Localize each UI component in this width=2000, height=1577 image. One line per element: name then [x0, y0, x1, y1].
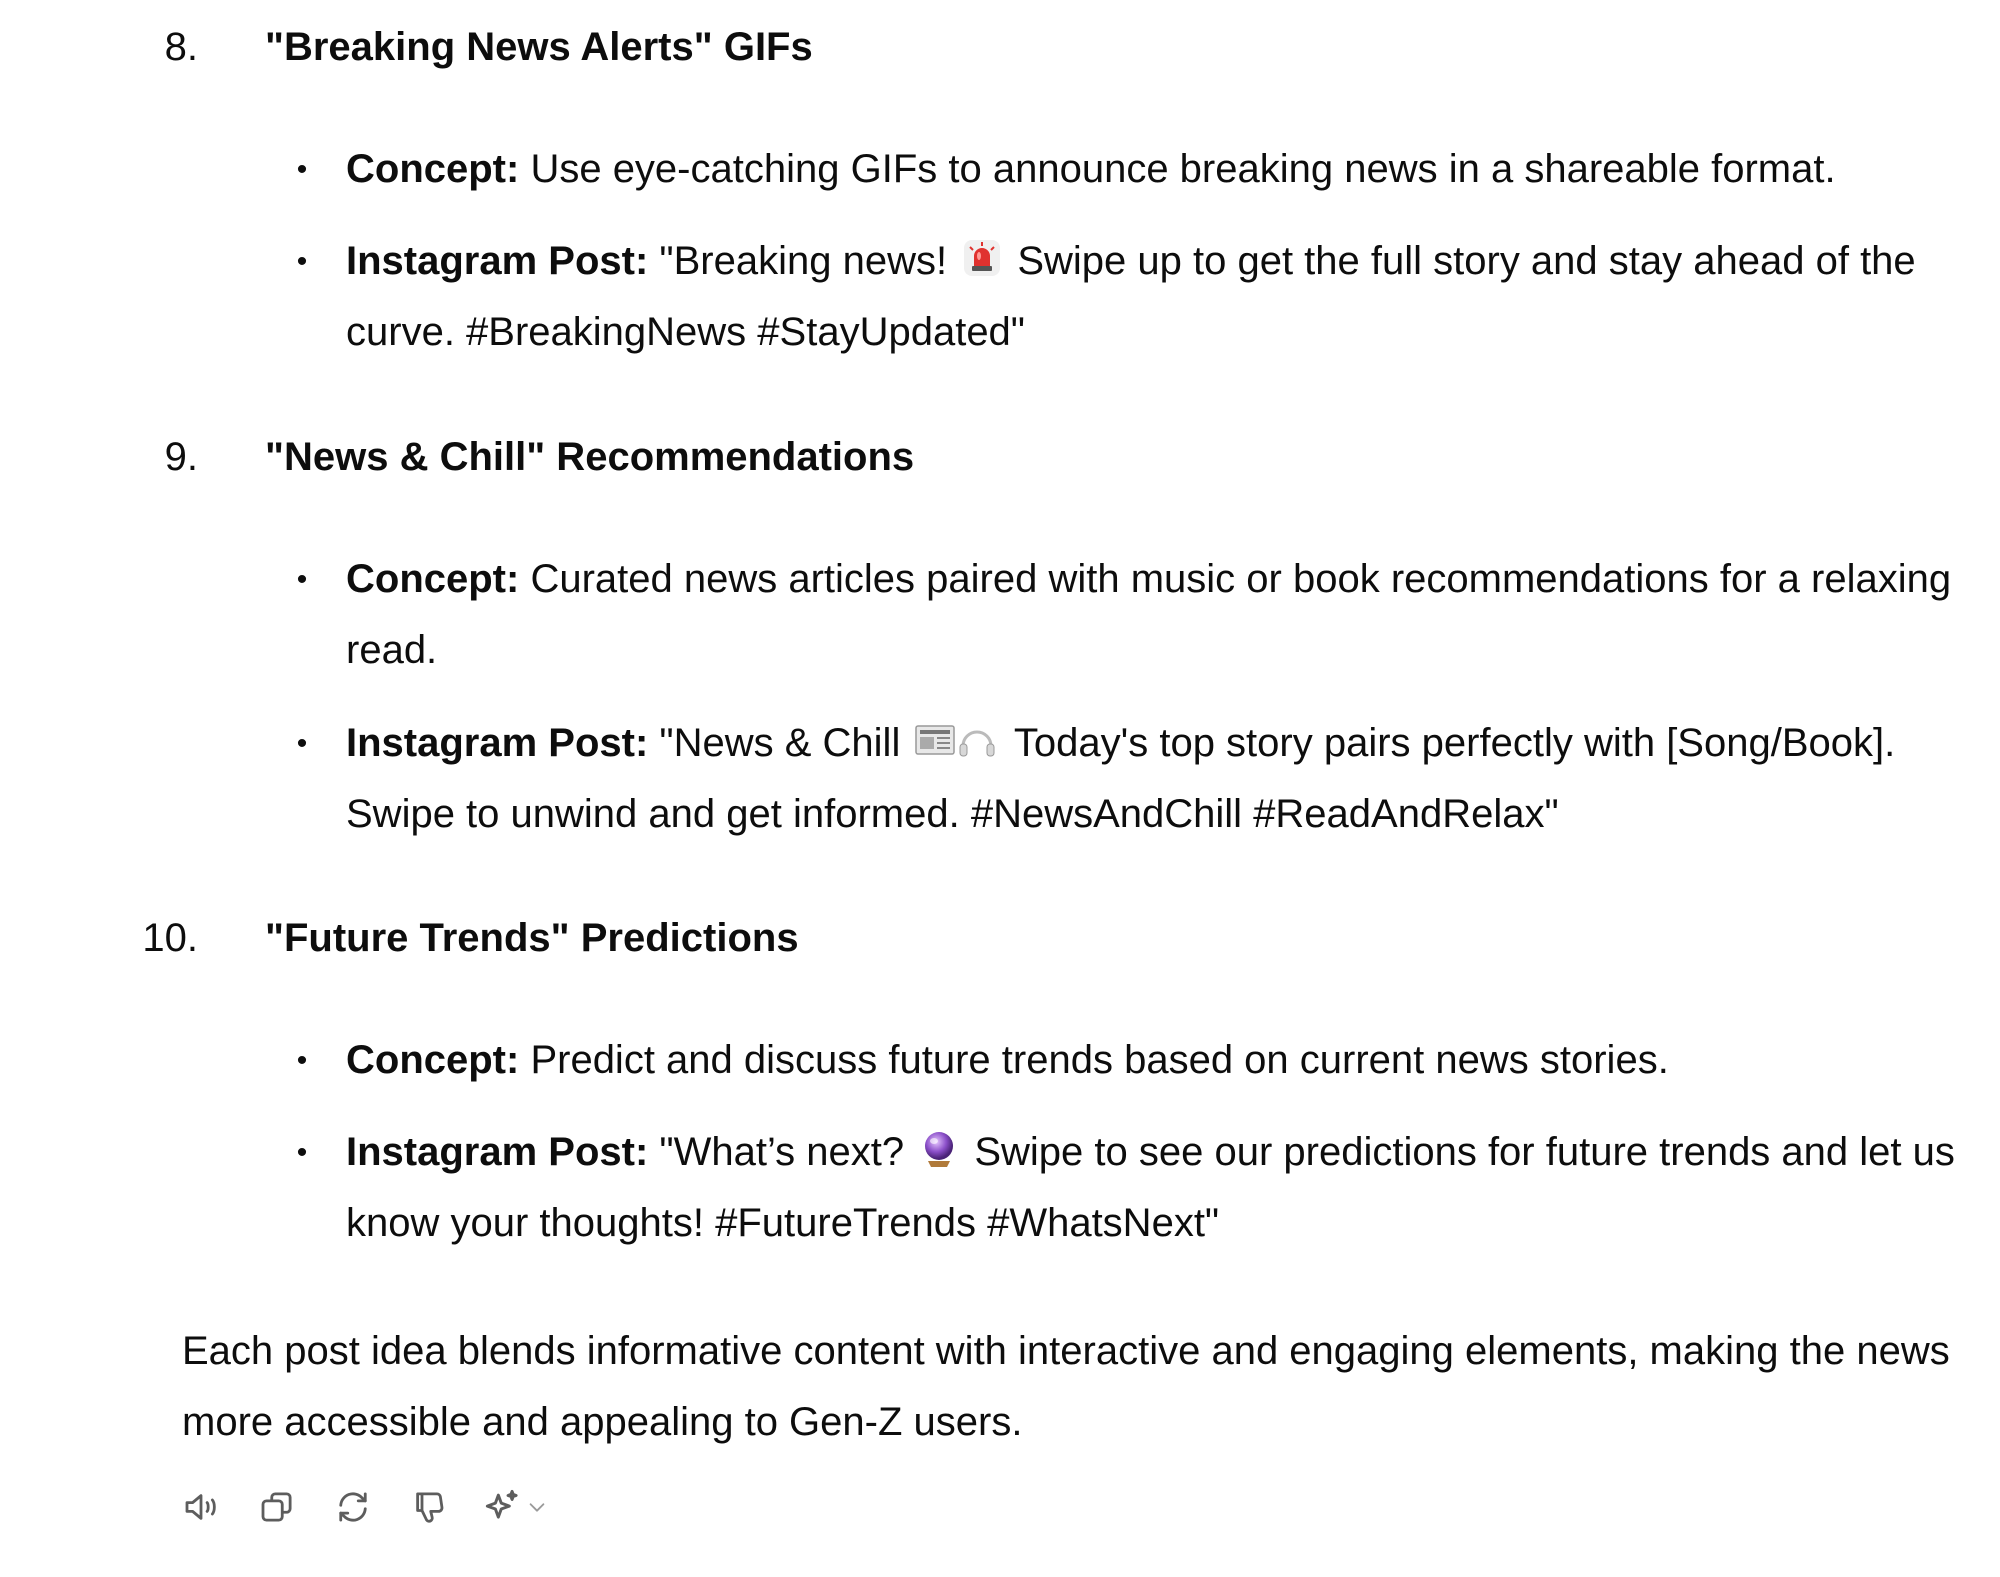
bullet-dot: •	[296, 153, 308, 186]
post-text: "Breaking news!	[648, 239, 959, 283]
chevron-down-icon	[526, 1496, 548, 1518]
post-label: Instagram Post:	[346, 239, 649, 283]
summary-paragraph: Each post idea blends informative content with interactive and engaging elements, making the news more accessible and appealing to Gen-Z users.	[182, 1329, 1950, 1444]
message-action-bar	[176, 1482, 548, 1532]
post-text: Today's top story pairs perfectly with [Song/Book]. Swipe to unwind and get informed. #NewsAndChill #ReadAndRelax"	[346, 721, 1896, 836]
post-text: Swipe up to get the full story and stay ahead of the curve. #BreakingNews #StayUpdated"	[346, 239, 1916, 354]
post-label: Instagram Post:	[346, 721, 649, 765]
bullet-dot: •	[296, 245, 308, 278]
copy-icon	[256, 1486, 298, 1528]
list-number: 10.	[142, 916, 198, 960]
concept-label: Concept:	[346, 147, 520, 191]
bullet-dot: •	[296, 563, 308, 596]
concept-label: Concept:	[346, 557, 520, 601]
concept-text: Predict and discuss future trends based on current news stories.	[519, 1038, 1669, 1082]
bad-response-button[interactable]	[404, 1482, 454, 1532]
thumbs-down-icon	[408, 1486, 450, 1528]
concept-text: Use eye-catching GIFs to announce breaking news in a shareable format.	[519, 147, 1836, 191]
crystal-ball-emoji-icon	[919, 1121, 959, 1161]
list-item-title: "Future Trends" Predictions	[265, 916, 799, 960]
post-text: "News & Chill	[648, 721, 912, 765]
switch-model-button[interactable]	[480, 1485, 548, 1529]
regenerate-button[interactable]	[328, 1482, 378, 1532]
concept-text: Curated news articles paired with music or book recommendations for a relaxing read.	[346, 557, 1952, 672]
bullet-dot: •	[296, 727, 308, 760]
post-label: Instagram Post:	[346, 1130, 649, 1174]
list-number: 9.	[164, 435, 198, 479]
siren-emoji-icon	[962, 230, 1002, 270]
list-item-title: "Breaking News Alerts" GIFs	[265, 25, 813, 69]
copy-button[interactable]	[252, 1482, 302, 1532]
sparkle-icon	[480, 1485, 524, 1529]
bullet-dot: •	[296, 1044, 308, 1077]
regenerate-icon	[332, 1486, 374, 1528]
speaker-icon	[180, 1486, 222, 1528]
post-text: "What’s next?	[648, 1130, 916, 1174]
list-item-title: "News & Chill" Recommendations	[265, 435, 915, 479]
concept-label: Concept:	[346, 1038, 520, 1082]
read-aloud-button[interactable]	[176, 1482, 226, 1532]
list-number: 8.	[164, 25, 198, 69]
post-text: Swipe to see our predictions for future trends and let us know your thoughts! #FutureTrends #WhatsNext"	[346, 1130, 1955, 1245]
newspaper-headphones-emoji-icon	[915, 712, 999, 752]
bullet-dot: •	[296, 1136, 308, 1169]
